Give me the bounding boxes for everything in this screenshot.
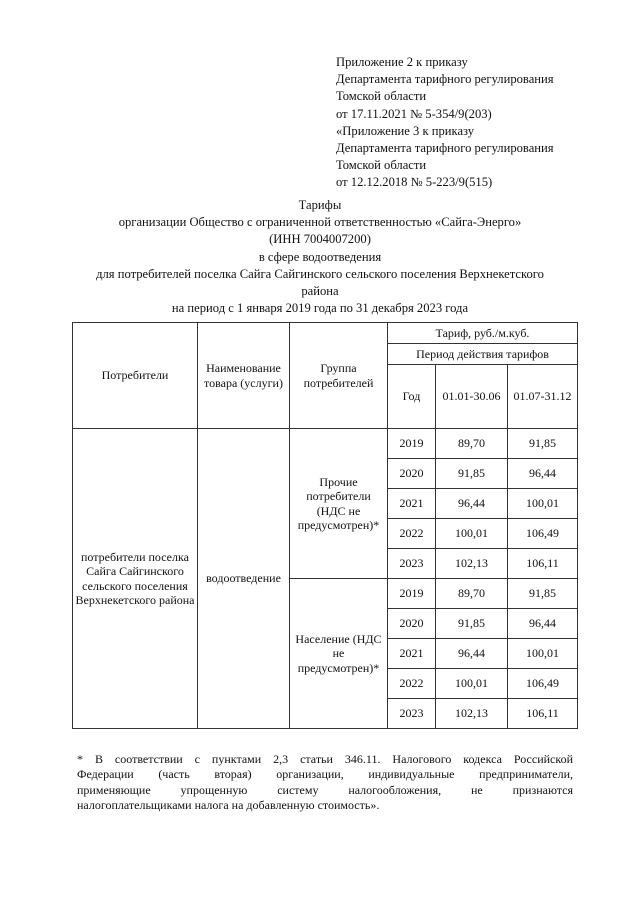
tariff-h2-cell: 100,01 [508, 489, 578, 519]
tariff-h2-cell: 100,01 [508, 639, 578, 669]
header-line: «Приложение 3 к приказу [336, 123, 475, 138]
year-cell: 2021 [388, 489, 436, 519]
year-cell: 2021 [388, 639, 436, 669]
year-cell: 2019 [388, 429, 436, 459]
title-line: на период с 1 января 2019 года по 31 декабря 2023 года [171, 301, 469, 316]
header-line: Департамента тарифного регулирования [336, 141, 554, 156]
header-service: Наименование товара (услуги) [198, 323, 290, 429]
footnote-line: Федерации (часть вторая) организации, индивидуальные предприниматели, [77, 767, 573, 782]
header-line: от 17.11.2021 № 5-354/9(203) [336, 106, 492, 121]
footnote [77, 752, 573, 813]
header-line: Департамента тарифного регулирования [336, 72, 554, 87]
title-line: для потребителей поселка Сайга Сайгинского сельского поселения Верхнекетского [96, 266, 544, 281]
tariff-h1-cell: 102,13 [436, 699, 508, 729]
footnote-line: * В соответствии с пунктами 2,3 статьи 346.11. Налогового кодекса Российской [77, 752, 573, 766]
tariff-h1-cell: 102,13 [436, 549, 508, 579]
tariff-h2-cell: 91,85 [508, 579, 578, 609]
footnote-line: налогоплательщиками налога на добавленную стоимость». [77, 797, 380, 812]
tariff-h2-cell: 96,44 [508, 609, 578, 639]
tariff-h1-cell: 91,85 [436, 609, 508, 639]
table-row [73, 429, 578, 459]
header-period: Период действия тарифов [388, 344, 578, 365]
title-line: района [301, 284, 339, 299]
title-line: в сфере водоотведения [258, 249, 382, 264]
tariff-h1-cell: 96,44 [436, 489, 508, 519]
tariff-h2-cell: 91,85 [508, 429, 578, 459]
year-cell: 2023 [388, 549, 436, 579]
tariff-h2-cell: 106,11 [508, 549, 578, 579]
year-cell: 2020 [388, 609, 436, 639]
title-line: Тарифы [298, 198, 342, 212]
header-year: Год [388, 365, 436, 429]
tariff-h1-cell: 96,44 [436, 639, 508, 669]
tariff-h1-cell: 100,01 [436, 669, 508, 699]
year-cell: 2022 [388, 669, 436, 699]
header-line: Томской области [336, 158, 427, 173]
header-group: Группа потребителей [290, 323, 388, 429]
tariff-h2-cell: 96,44 [508, 459, 578, 489]
document-title [0, 197, 640, 317]
tariff-h2-cell: 106,11 [508, 699, 578, 729]
year-cell: 2022 [388, 519, 436, 549]
year-cell: 2023 [388, 699, 436, 729]
header-half1: 01.01-30.06 [436, 365, 508, 429]
header-line: от 12.12.2018 № 5-223/9(515) [336, 175, 493, 190]
header-line: Приложение 2 к приказу [336, 55, 468, 69]
header-half2: 01.07-31.12 [508, 365, 578, 429]
title-line: (ИНН 7004007200) [269, 232, 371, 247]
footnote-line: применяющие упрощенную систему налогообложения, не признаются [77, 782, 573, 797]
group-cell: Прочие потребители (НДС не предусмотрен)* [290, 429, 388, 579]
tariff-h2-cell: 106,49 [508, 669, 578, 699]
group-cell: Население (НДС не предусмотрен)* [290, 579, 388, 729]
year-cell: 2019 [388, 579, 436, 609]
header-consumers: Потребители [73, 323, 198, 429]
tariff-h2-cell: 106,49 [508, 519, 578, 549]
tariff-h1-cell: 100,01 [436, 519, 508, 549]
tariff-h1-cell: 91,85 [436, 459, 508, 489]
tariff-h1-cell: 89,70 [436, 429, 508, 459]
tariff-table [72, 322, 578, 729]
header-tariff: Тариф, руб./м.куб. [388, 323, 578, 344]
header-line: Томской области [336, 89, 427, 104]
year-cell: 2020 [388, 459, 436, 489]
tariff-h1-cell: 89,70 [436, 579, 508, 609]
title-line: организации Общество с ограниченной ответственностью «Сайга-Энерго» [118, 215, 522, 230]
consumers-cell: потребители поселка Сайга Сайгинского сельского поселения Верхнекетского района [73, 429, 198, 729]
service-cell: водоотведение [198, 429, 290, 729]
order-reference-block [336, 54, 554, 192]
